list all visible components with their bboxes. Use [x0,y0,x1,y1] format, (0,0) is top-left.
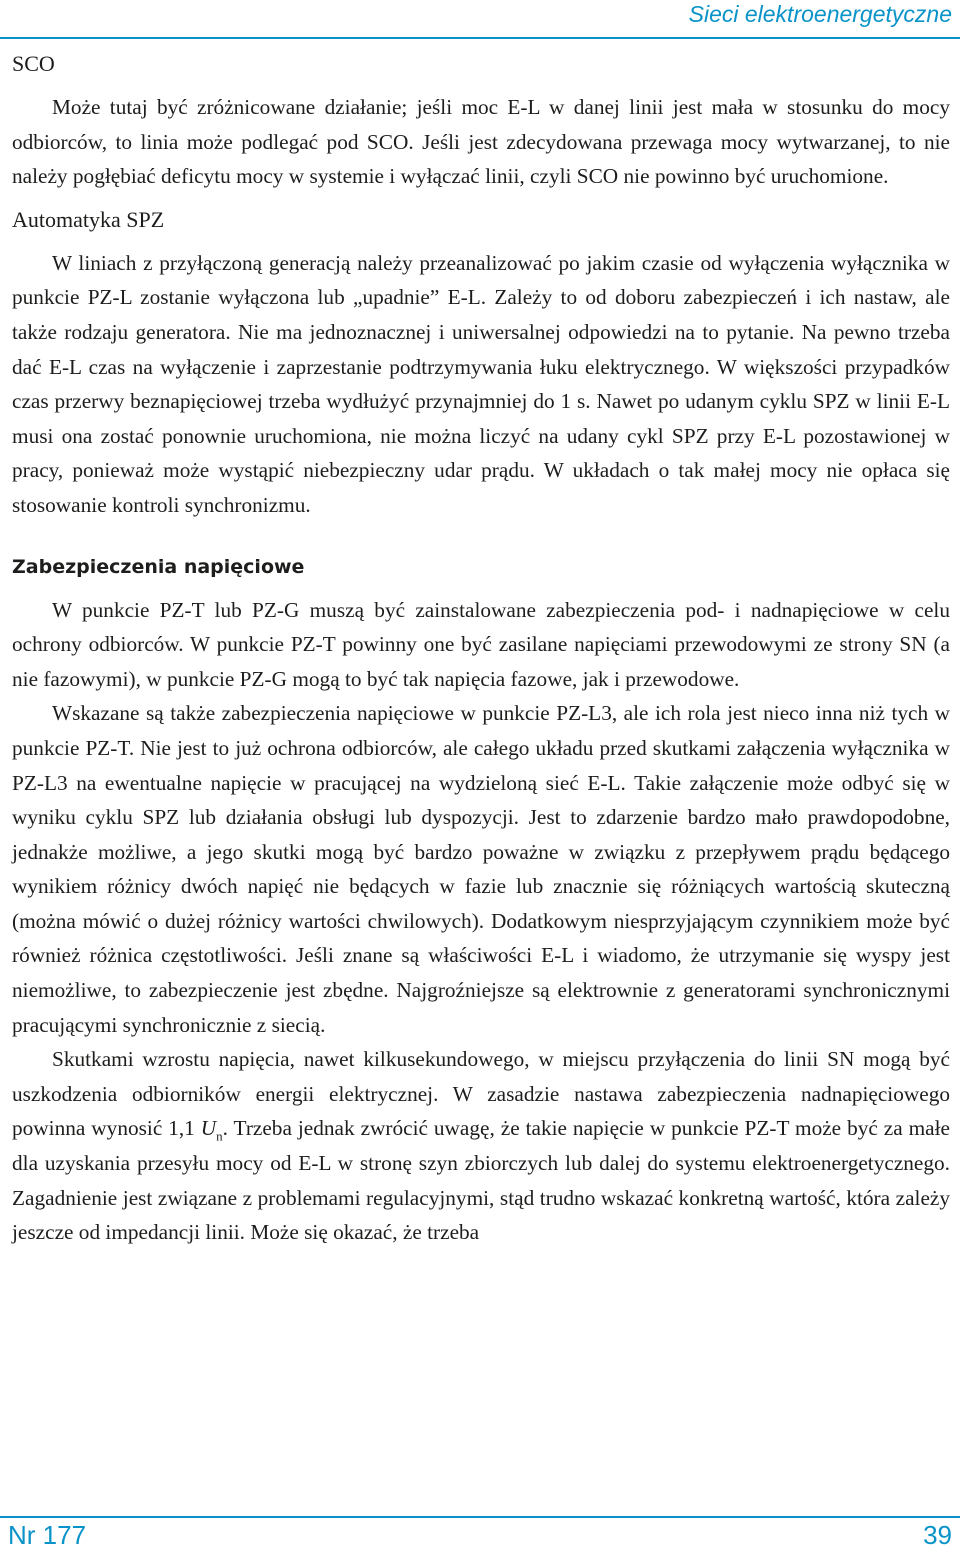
paragraph-spz: W liniach z przyłączoną generacją należy przeanalizować po jakim czasie od wyłączenia wyłącznika w punkcie PZ-L zostanie wyłączona lub „upadnie” E-L. Zależy to od doboru zabezpieczeń i ich nastaw, ale także rodzaju generatora. Nie ma jednoznacznej i uniwersalnej odpowiedzi na to pytanie. Na pewno trzeba dać E-L czas na wyłączenie i zaprzestanie podtrzymywania łuku elektrycznego. W większości przypadków czas przerwy beznapięciowej trzeba wydłużyć przynajmniej do 1 s. Nawet po udanym cyklu SPZ w linii E-L musi ona zostać ponownie uruchomiona, nie można liczyć na udany cykl SPZ przy E-L pozostawionej w pracy, ponieważ może wystąpić niebezpieczny udar prądu. W układach o tak małej mocy nie opłaca się stosowanie kontroli synchronizmu. [12,250,950,517]
article-body [12,46,950,1250]
p3-text-before: Skutkami wzrostu napięcia, nawet kilkusekundowego, w miejscu przyłączenia do linii SN mogą być uszkodzenia odbiorników energii elektrycznej. W zasadzie nastawa zabezpieczenia nadnapięciowego powinna wynosić 1,1 [12,1047,950,1141]
paragraph-voltage-1: W punkcie PZ-T lub PZ-G muszą być zainstalowane zabezpieczenia pod- i nadnapięciowe w celu ochrony odbiorców. W punkcie PZ-T powinny one być zasilane napięciami przewodowymi ze strony SN (a nie fazowymi), w punkcie PZ-G mogą to być tak napięcia fazowe, jak i przewodowe. [12,597,950,691]
paragraph-sco: Może tutaj być zróżnicowane działanie; jeśli moc E-L w danej linii jest mała w stosunku do mocy odbiorców, to linia może podlegać pod SCO. Jeśli jest zdecydowana przewaga mocy wytwarzanej, to nie należy pogłębiać deficytu mocy w systemie i wyłączać linii, czyli SCO nie powinno być uruchomione. [12,95,950,189]
journal-title: Sieci elektroenergetyczne [688,1,952,27]
paragraph-voltage-2: Wskazane są także zabezpieczenia napięciowe w punkcie PZ-L3, ale ich rola jest nieco inna niż tych w punkcie PZ-T. Nie jest to już ochrona odbiorców, ale całego układu przed skutkami załączenia wyłącznika w PZ-L3 na ewentualne napięcie w pracującej na wydzieloną sieć E-L. Takie załączenie może odbyć się w wyniku cyklu SPZ lub działania obsługi lub dyspozycji. Jest to zdarzenie bardzo mało prawdopodobne, jednakże możliwe, a jego skutki mogą być bardzo poważne w związku z przepływem prądu będącego wynikiem różnicy dwóch napięć nie będących w fazie lub znacznie się różniących wartością skuteczną (można mówić o dużej różnicy wartości chwilowych). Dodatkowym niesprzyjającym czynnikiem może być również różnica częstotliwości. Jeśli znane są właściwości E-L i wiadomo, że utrzymanie się wyspy jest niemożliwe, to zabezpieczenie jest zbędne. Najgroźniejsze są elektrownie z generatorami synchronicznymi pracującymi synchronicznie z siecią. [12,701,950,1037]
section-heading-voltage: Zabezpieczenia napięciowe [12,555,305,578]
voltage-symbol: U [200,1116,217,1141]
section-heading-spz: Automatyka SPZ [12,206,165,232]
page-number: 39 [923,1520,952,1550]
footer-rule [0,1516,960,1518]
section-heading-sco: SCO [12,51,55,76]
p3-text-after: . Trzeba jednak zwrócić uwagę, że takie napięcie w punkcie PZ-T może być za małe dla uzyskania przesyłu mocy od E-L w stronę szyn zbiorczych lub dalej do systemu elektroenergetycznego. Zagadnienie jest związane z problemami regulacyjnymi, stąd trudno wskazać konkretną wartość, która zależy jeszcze od impedancji linii. Może się okazać, że trzeba [12,1116,950,1245]
voltage-subscript: n [216,1128,223,1144]
issue-number: Nr 177 [8,1520,87,1550]
paragraph-voltage-3 [12,1042,950,1250]
header-rule [0,37,960,39]
